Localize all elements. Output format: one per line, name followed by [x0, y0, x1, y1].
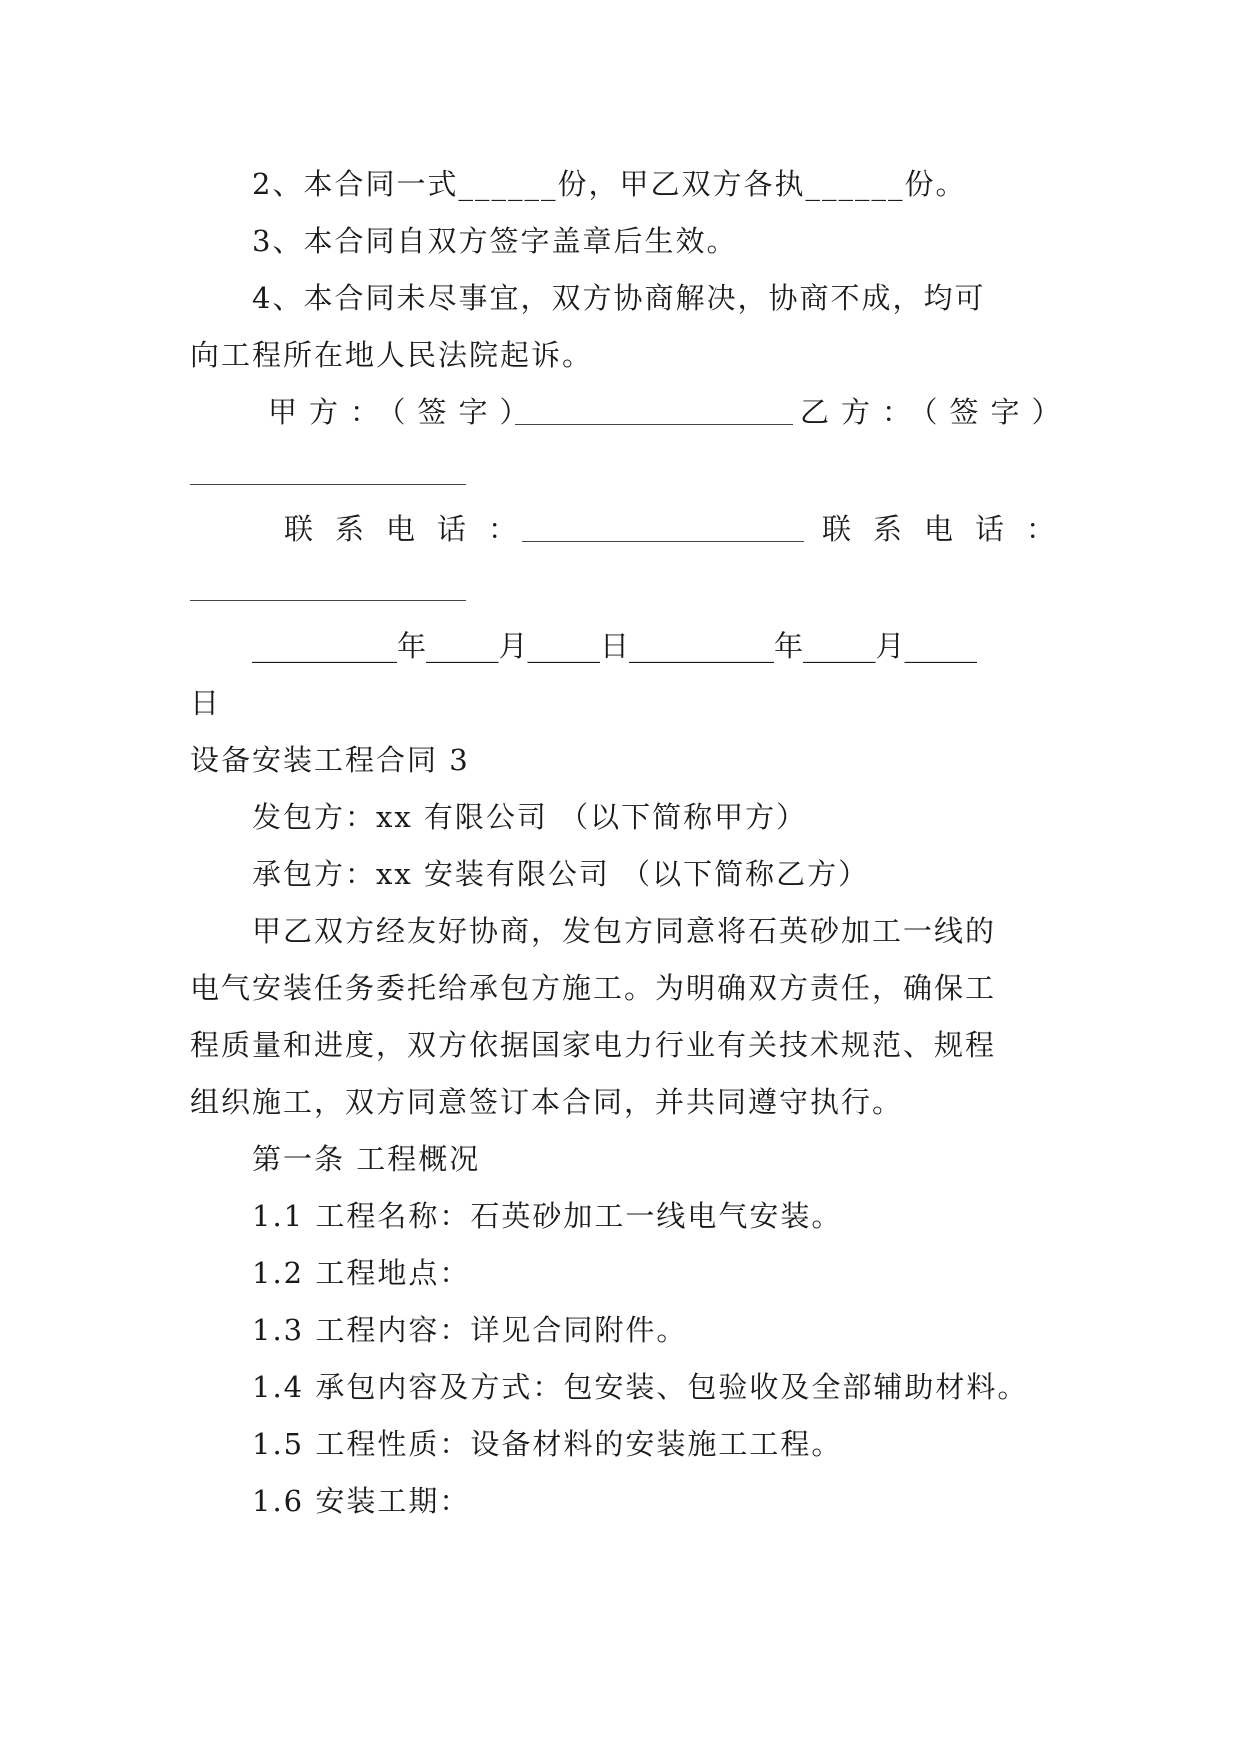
party-b-signature-line	[190, 484, 466, 485]
item-1-2: 1.2 工程地点：	[252, 1256, 471, 1290]
item-1-6: 1.6 安装工期：	[252, 1484, 471, 1518]
party-a-signature-line	[515, 424, 793, 425]
item-1-5: 1.5 工程性质：设备材料的安装施工工程。	[252, 1427, 843, 1461]
date-line: __________年_____月_____日__________年_____月_____	[252, 629, 978, 663]
party-a-phone-label: 联系电话：	[284, 512, 540, 546]
item-1-3: 1.3 工程内容：详见合同附件。	[252, 1313, 688, 1347]
clause-disputes: 4、本合同未尽事宜，双方协商解决，协商不成，均可	[252, 281, 986, 315]
employer-line: 发包方：xx 有限公司 （以下简称甲方）	[252, 800, 808, 834]
item-1-4: 1.4 承包内容及方式：包安装、包验收及全部辅助材料。	[252, 1370, 1029, 1404]
item-1-1: 1.1 工程名称：石英砂加工一线电气安装。	[252, 1199, 843, 1233]
preamble-line-2: 电气安装任务委托给承包方施工。为明确双方责任，确保工	[190, 971, 997, 1005]
party-a-phone-line	[522, 541, 804, 542]
date-line-cont: 日	[190, 686, 222, 720]
article-1-heading: 第一条 工程概况	[252, 1142, 481, 1176]
party-b-phone-line	[190, 600, 466, 601]
preamble-line-1: 甲乙双方经友好协商，发包方同意将石英砂加工一线的	[252, 914, 997, 948]
clause-disputes-cont: 向工程所在地人民法院起诉。	[190, 338, 594, 372]
party-b-signature-label: 乙方：（签字）	[800, 395, 1073, 429]
clause-effective: 3、本合同自双方签字盖章后生效。	[252, 224, 738, 258]
preamble-line-3: 程质量和进度，双方依据国家电力行业有关技术规范、规程	[190, 1028, 997, 1062]
preamble-line-4: 组织施工，双方同意签订本合同，并共同遵守执行。	[190, 1085, 904, 1119]
party-b-phone-label: 联系电话：	[822, 512, 1078, 546]
clause-copies: 2、本合同一式______份，甲乙双方各执______份。	[252, 167, 967, 201]
contract-title: 设备安装工程合同 3	[190, 743, 470, 777]
party-a-signature-label: 甲方：（签字）	[268, 395, 541, 429]
contractor-line: 承包方：xx 安装有限公司 （以下简称乙方）	[252, 857, 870, 891]
